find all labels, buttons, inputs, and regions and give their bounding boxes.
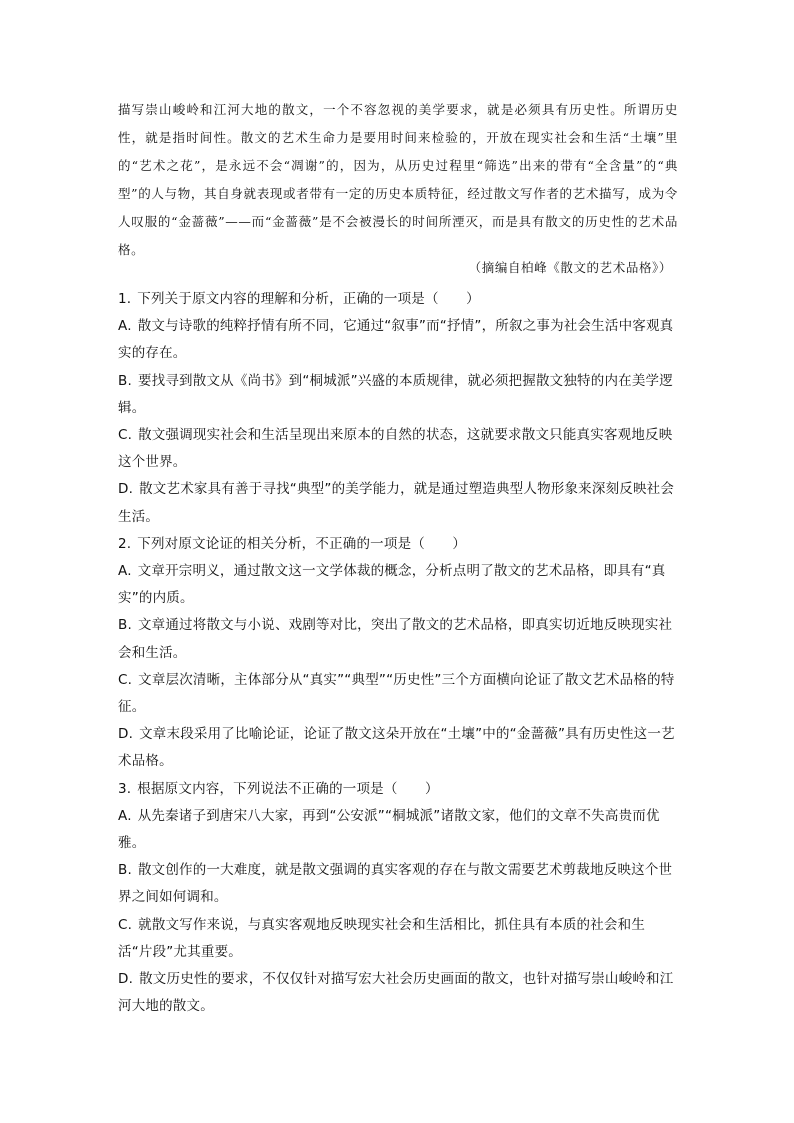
option-letter: A. <box>118 807 132 824</box>
option-letter: C. <box>118 916 133 933</box>
option-letter: B. <box>118 372 132 389</box>
option-text: 散文创作的一大难度，就是散文强调的真实客观的存在与散文需要艺术剪裁地反映这个世界之间如何调和。 <box>118 862 673 906</box>
option-text: 散文与诗歌的纯粹抒情有所不同，它通过“叙事”而“抒情”，所叙之事为社会生活中客观真实的存在。 <box>118 318 674 362</box>
option-letter: D. <box>118 481 134 498</box>
question-number: 3. <box>118 780 132 797</box>
option-letter: B. <box>118 617 132 634</box>
option-text: 散文艺术家具有善于寻找“典型”的美学能力，就是通过塑造典型人物形象来深刻反映社会生活。 <box>118 481 675 525</box>
option-letter: B. <box>118 862 132 879</box>
option-text: 要找寻到散文从《尚书》到“桐城派”兴盛的本质规律，就必须把握散文独特的内在美学逻辑。 <box>118 372 673 416</box>
question-stem-text: 下列对原文论证的相关分析，不正确的一项是（ ） <box>137 535 467 552</box>
questions-block <box>118 286 678 1020</box>
option-text: 就散文写作来说，与真实客观地反映现实社会和生活相比，抓住具有本质的社会和生活“片段”尤其重要。 <box>118 916 646 960</box>
question-number: 1. <box>118 291 132 307</box>
option-a <box>118 313 678 367</box>
question-3 <box>118 776 678 1021</box>
option-letter: D. <box>118 726 134 743</box>
option-letter: D. <box>118 971 134 988</box>
option-d <box>118 476 678 530</box>
option-text: 散文强调现实社会和生活呈现出来原本的自然的状态，这就要求散文只能真实客观地反映这个世界。 <box>118 427 673 471</box>
option-b <box>118 368 678 422</box>
option-a <box>118 803 678 857</box>
option-d <box>118 721 678 775</box>
question-stem-text: 根据原文内容，下列说法不正确的一项是（ ） <box>137 780 439 797</box>
option-b <box>118 612 678 666</box>
option-text: 文章开宗明义，通过散文这一文学体裁的概念，分析点明了散文的艺术品格，即具有“真实”的内质。 <box>118 563 666 607</box>
option-letter: C. <box>118 427 133 444</box>
option-d <box>118 966 678 1020</box>
option-c <box>118 667 678 721</box>
question-stem <box>118 286 678 313</box>
option-letter: C. <box>118 671 133 688</box>
option-c <box>118 422 678 476</box>
option-letter: A. <box>118 563 132 580</box>
option-b <box>118 857 678 911</box>
option-a <box>118 558 678 612</box>
question-stem-text: 下列关于原文内容的理解和分析，正确的一项是（ ） <box>137 291 480 307</box>
question-stem <box>118 776 678 803</box>
passage-text-block <box>118 96 678 264</box>
question-number: 2. <box>118 535 132 552</box>
option-letter: A. <box>118 318 132 335</box>
option-text: 散文历史性的要求，不仅仅针对描写宏大社会历史画面的散文，也针对描写崇山峻岭和江河大地的散文。 <box>118 971 674 1015</box>
passage-paragraph: 描写崇山峻岭和江河大地的散文，一个不容忽视的美学要求，就是必须具有历史性。所谓历史性，就是指时间性。散文的艺术生命力是要用时间来检验的，开放在现实社会和生活“土壤”里的“艺术之花”，是永远不会“凋谢”的，因为，从历史过程里“筛选”出来的带有“全含量”的“典型”的人与物，其自身就表现或者带有一定的历史本质特征，经过散文写作者的艺术描写，成为令人叹服的“金蔷薇”——而“金蔷薇”是不会被漫长的时间所湮灭，而是具有散文的历史性的艺术品格。 <box>118 102 678 257</box>
question-stem <box>118 531 678 558</box>
option-text: 文章末段采用了比喻论证，论证了散文这朵开放在“土壤”中的“金蔷薇”具有历史性这一艺术品格。 <box>118 726 675 770</box>
passage-source: （摘编自柏峰《散文的艺术品格》） <box>468 260 672 275</box>
question-2 <box>118 531 678 776</box>
option-text: 从先秦诸子到唐宋八大家，再到“公安派”“桐城派”诸散文家，他们的文章不失高贵而优雅。 <box>118 807 660 852</box>
option-text: 文章层次清晰，主体部分从“真实”“典型”“历史性”三个方面横向论证了散文艺术品格的特征。 <box>118 671 675 716</box>
option-c <box>118 912 678 966</box>
option-text: 文章通过将散文与小说、戏剧等对比，突出了散文的艺术品格，即真实切近地反映现实社会和生活。 <box>118 617 673 661</box>
question-1 <box>118 286 678 531</box>
